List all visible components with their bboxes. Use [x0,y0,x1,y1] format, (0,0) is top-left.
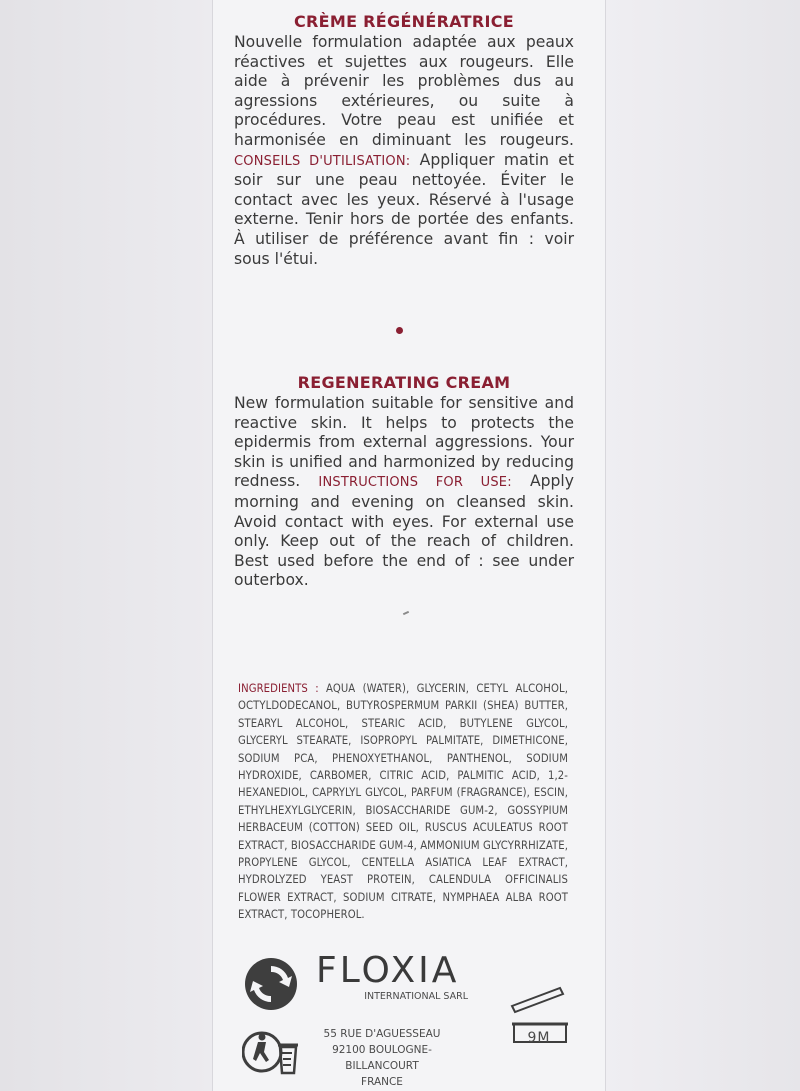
english-instructions: Apply morning and evening on cleansed skin. Avoid contact with eyes. For external use only. Keep out of the reach of children. Best used before the end of : see under outerbox. [234,472,574,590]
ingredients-text: AQUA (WATER), GLYCERIN, CETYL ALCOHOL, OCTYLDODECANOL, BUTYROSPERMUM PARKII (SHEA) BUTTER, STEARYL ALCOHOL, STEARIC ACID, BUTYLENE GLYCOL, GLYCERYL STEARATE, ISOPROPYL PALMITATE, DIMETHICONE, SODIUM PCA, PHENOXYETHANOL, PANTHENOL, SODIUM HYDROXIDE, CARBOMER, CITRIC ACID, PALMITIC ACID, 1,2-HEXANEDIOL, CAPRYLYL GLYCOL, PARFUM (FRAGRANCE), ESCIN, ETHYLHEXYLGLYCERIN, BIOSACCHARIDE GUM-2, GOSSYPIUM HERBACEUM (COTTON) SEED OIL, RUSCUS ACULEATUS ROOT EXTRACT, BIOSACCHARIDE GUM-4, AMMONIUM GLYCYRRHIZATE, PROPYLENE GLYCOL, CENTELLA ASIATICA LEAF EXTRACT, HYDROLYZED YEAST PROTEIN, CALENDULA OFFICINALIS FLOWER EXTRACT, SODIUM CITRATE, NYMPHAEA ALBA ROOT EXTRACT, TOCOPHEROL. [238,682,568,922]
company-address [296,1026,468,1090]
french-description: Nouvelle formulation adaptée aux peaux réactives et sujettes aux rougeurs. Elle aide à prévenir les problèmes dus au agressions extérieures, ou suite à procédures. Votre peau est unifiée et harmonisée en diminuant les rougeurs. [234,33,574,149]
french-body [234,33,574,269]
recycle-icon [244,957,298,1011]
ingredients-label: INGREDIENTS : [238,682,319,695]
french-title: CRÈME RÉGÉNÉRATRICE [293,12,515,31]
english-section [234,373,574,591]
ingredients-list [238,680,568,924]
pao-label: 9M [527,1030,551,1046]
french-section [234,12,574,269]
french-instructions: Appliquer matin et soir sur une peau nettoyée. Éviter le contact avec les yeux. Réservé à l'usage externe. Tenir hors de portée des enfants. À utiliser de préférence avant fin : voir sous l'étui. [234,150,574,268]
background-left [0,0,212,1091]
tidyman-bin-icon [242,1023,302,1081]
address-line-3: FRANCE [361,1076,403,1088]
separator-dot [396,327,403,334]
english-description: New formulation suitable for sensitive and reactive skin. It helps to protects the epidermis from external aggressions. Your skin is unified and harmonized by reducing redness. [234,394,574,491]
french-instructions-label: CONSEILS D'UTILISATION: [234,153,411,169]
background-right [604,0,800,1091]
english-title: REGENERATING CREAM [297,373,511,392]
address-line-1: 55 RUE D'AGUESSEAU [323,1028,441,1040]
english-instructions-label: INSTRUCTIONS FOR USE: [318,475,512,491]
brand-logo: FLOXIA [316,950,460,991]
english-body [234,394,574,591]
brand-subtitle: INTERNATIONAL SARL [364,991,468,1002]
address-line-2: 92100 BOULOGNE-BILLANCOURT [332,1044,432,1072]
